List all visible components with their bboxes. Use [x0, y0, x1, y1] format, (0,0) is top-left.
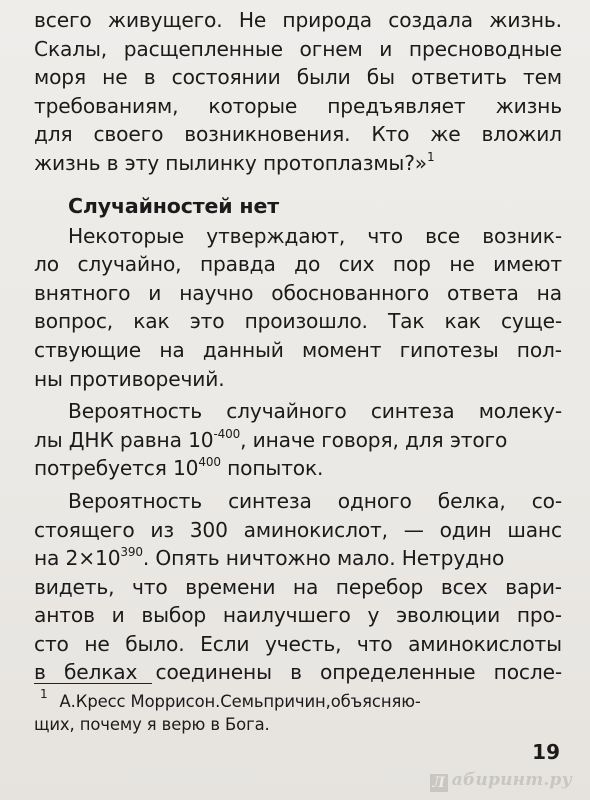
- word: антов: [34, 603, 95, 628]
- word: всех: [440, 574, 488, 599]
- word: один: [439, 517, 492, 542]
- word: Некоторые: [68, 223, 185, 248]
- line-text: жизнь в эту пылинку протоплазмы?»: [34, 150, 427, 175]
- word: суще-: [500, 309, 562, 334]
- word: это: [189, 309, 225, 334]
- paragraph-4: [34, 487, 562, 687]
- word: Вероятность: [68, 399, 202, 424]
- word: гипотезы: [399, 337, 499, 362]
- word: в: [143, 65, 156, 90]
- word: вари-: [505, 574, 562, 599]
- word: возникновения.: [184, 122, 351, 147]
- justified-line: [34, 279, 562, 308]
- word: после-: [493, 660, 562, 685]
- exponent: 400: [198, 455, 221, 470]
- word: ло: [34, 252, 59, 277]
- word: Кто: [371, 122, 410, 147]
- word: жизнь.: [489, 8, 562, 32]
- word: определенные: [320, 660, 476, 685]
- word: вопрос,: [34, 309, 114, 334]
- word: синтеза: [370, 399, 455, 424]
- word: в: [34, 660, 46, 685]
- page-number: 19: [532, 740, 560, 764]
- justified-line: [34, 307, 562, 336]
- word: на: [159, 337, 185, 362]
- justified-line: [34, 516, 562, 545]
- word: белка,: [437, 488, 506, 513]
- justified-line: [34, 601, 562, 630]
- word: из: [150, 517, 174, 542]
- word: до: [294, 252, 321, 277]
- word: предъявляет: [327, 93, 466, 118]
- word: Не: [238, 8, 267, 32]
- word: огнем: [299, 36, 363, 61]
- word: белках: [63, 660, 138, 685]
- watermark-text: абиринт.ру: [451, 770, 572, 790]
- footnote-separator: [34, 683, 152, 684]
- word: у: [367, 603, 380, 628]
- word: 300: [189, 517, 228, 542]
- word: Если: [200, 631, 250, 656]
- word: выбор: [141, 603, 207, 628]
- justified-line: [34, 573, 562, 602]
- justified-line: [34, 120, 562, 149]
- word: требованиям,: [34, 93, 179, 118]
- word: научно: [179, 280, 254, 305]
- line-with-exponent: [34, 454, 562, 483]
- word: случайно,: [77, 252, 182, 277]
- justified-line: [34, 63, 562, 92]
- word: моря: [34, 65, 86, 90]
- line-text: попыток.: [220, 456, 324, 481]
- word: видеть,: [34, 574, 115, 599]
- exponent: 390: [120, 545, 143, 560]
- footnote: [34, 687, 562, 736]
- word: пор: [392, 252, 431, 277]
- word: обоснованного: [271, 280, 430, 305]
- word: учесть,: [264, 631, 342, 656]
- word: что: [367, 223, 403, 248]
- justified-line: [34, 630, 562, 659]
- word: имеют: [493, 252, 562, 277]
- word: молеку-: [478, 399, 562, 424]
- word: шанс: [507, 517, 562, 542]
- word: аминокислоты: [408, 631, 562, 656]
- word: было.: [125, 631, 185, 656]
- word: Скалы,: [34, 36, 108, 61]
- paragraph-3: [34, 397, 562, 483]
- paragraph-2: [34, 222, 562, 394]
- word: не: [102, 65, 128, 90]
- justified-line: [34, 250, 562, 279]
- word: бы: [366, 65, 395, 90]
- justified-line: [34, 397, 562, 426]
- word: и: [111, 603, 125, 628]
- word: в: [290, 660, 302, 685]
- word: возник-: [482, 223, 562, 248]
- line-text: , иначе говоря, для этого: [240, 427, 508, 452]
- line-with-exponent: [34, 544, 562, 573]
- word: со-: [531, 488, 562, 513]
- line-text: . Опять ничтожно мало. Нетрудно: [142, 546, 505, 571]
- word: данный: [202, 337, 284, 362]
- page-body: [34, 6, 562, 687]
- word: сто: [34, 631, 69, 656]
- justified-line: [34, 222, 562, 251]
- word: Семь: [220, 692, 264, 711]
- paragraph-last-line: [34, 149, 562, 178]
- word: Вероятность: [68, 488, 202, 513]
- word: состоянии: [171, 65, 281, 90]
- word: —: [403, 517, 424, 542]
- word: тем: [523, 65, 562, 90]
- word: Так: [387, 309, 425, 334]
- word: произошло.: [244, 309, 368, 334]
- word: и: [148, 280, 162, 305]
- word: как: [444, 309, 481, 334]
- word: жизнь: [495, 93, 562, 118]
- word: синтеза: [228, 488, 312, 513]
- word: объясняю-: [330, 692, 421, 711]
- word: и: [379, 36, 393, 61]
- word: пресноводные: [408, 36, 562, 61]
- word: ствующие: [34, 337, 142, 362]
- watermark-badge: Л: [430, 774, 448, 792]
- word: правда: [199, 252, 276, 277]
- word: случайного: [226, 399, 347, 424]
- word: внятного: [34, 280, 131, 305]
- word: на: [292, 574, 319, 599]
- word: природа: [282, 8, 372, 32]
- word: все: [425, 223, 461, 248]
- word: для: [34, 122, 73, 147]
- justified-line: [34, 336, 562, 365]
- word: которые: [208, 93, 298, 118]
- line-text: потребуется 10: [34, 456, 199, 481]
- word: как: [133, 309, 170, 334]
- word: наилучшего: [222, 603, 351, 628]
- footnote-reference: 1: [426, 149, 435, 164]
- word: стоящего: [34, 517, 135, 542]
- footnote-line: щих, почему я верю в Бога.: [34, 715, 270, 734]
- section-heading: Случайностей нет: [68, 193, 279, 218]
- justified-line: [34, 487, 562, 516]
- paragraph-1: [34, 6, 562, 178]
- word: перебор: [335, 574, 424, 599]
- exponent: -400: [213, 426, 241, 441]
- justified-line: [34, 35, 562, 64]
- word: соединены: [155, 660, 272, 685]
- line-with-exponent: [34, 426, 562, 455]
- watermark-logo: [430, 770, 572, 792]
- word: создала: [388, 8, 474, 32]
- word: ответить: [411, 65, 507, 90]
- word: пол-: [516, 337, 562, 362]
- word: на: [536, 280, 562, 305]
- footnote-number: 1: [40, 687, 48, 701]
- word: что: [132, 574, 168, 599]
- word: вложил: [481, 122, 562, 147]
- word: живущего.: [107, 8, 223, 32]
- word: сих: [338, 252, 375, 277]
- word: не: [449, 252, 475, 277]
- word: Кресс Моррисон.: [75, 692, 221, 711]
- word: причин,: [263, 692, 331, 711]
- word: момент: [302, 337, 382, 362]
- word: эволюции: [396, 603, 501, 628]
- word: что: [356, 631, 393, 656]
- footnote-line: [34, 687, 562, 713]
- justified-line: [34, 6, 562, 35]
- line-text: на 2×10: [34, 546, 121, 571]
- word: ответа: [447, 280, 519, 305]
- word: всего: [34, 8, 92, 32]
- word: расщепленные: [123, 36, 283, 61]
- word: времени: [185, 574, 276, 599]
- paragraph-last-line: ны противоречий.: [34, 366, 225, 391]
- word: утверждают,: [206, 223, 346, 248]
- word: своего: [93, 122, 164, 147]
- word: были: [296, 65, 351, 90]
- word: аминокислот,: [243, 517, 388, 542]
- word: же: [430, 122, 461, 147]
- word: не: [84, 631, 110, 656]
- word: про-: [516, 603, 562, 628]
- word: одного: [337, 488, 412, 513]
- line-text: лы ДНК равна 10: [34, 427, 214, 452]
- word: $^1$ А.: [40, 687, 76, 711]
- justified-line: [34, 92, 562, 121]
